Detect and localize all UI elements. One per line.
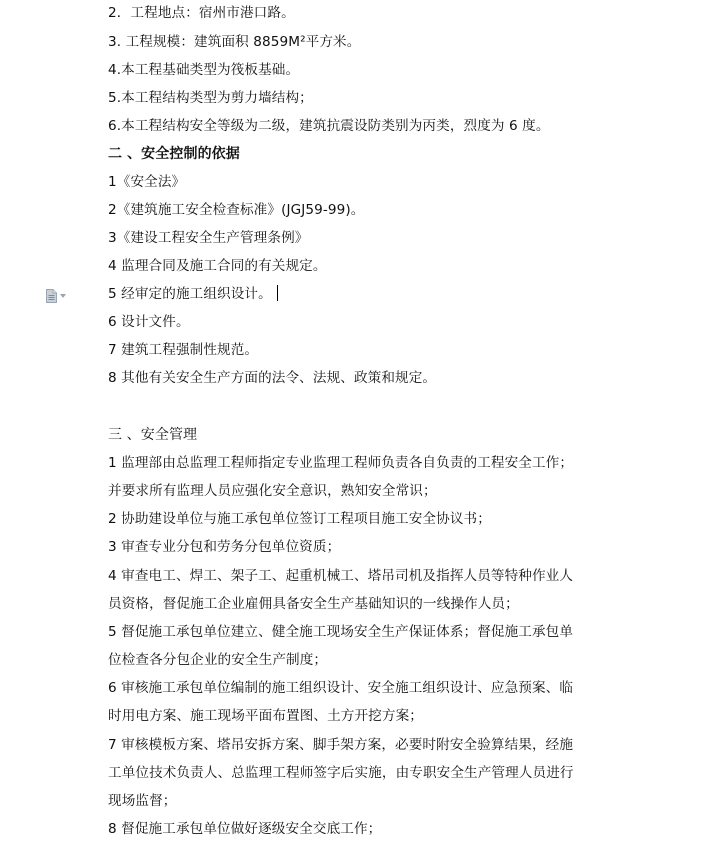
management-item: 5 督促施工承包单位建立、健全施工现场安全生产保证体系；督促施工承包单: [108, 624, 574, 640]
management-item: 6 审核施工承包单位编制的施工组织设计、安全施工组织设计、应急预案、临: [108, 680, 574, 696]
basis-item: 8 其他有关安全生产方面的法令、法规、政策和规定。: [108, 370, 437, 386]
basis-item: 6 设计文件。: [108, 314, 190, 330]
basis-item-with-caret[interactable]: [108, 284, 278, 304]
text-cursor: [277, 285, 279, 301]
management-item: 8 督促施工承包单位做好逐级安全交底工作；: [108, 821, 382, 837]
management-item: 位检查各分包企业的安全生产制度；: [108, 652, 328, 668]
management-item: 4 审查电工、焊工、架子工、起重机械工、塔吊司机及指挥人员等特种作业人: [108, 568, 574, 584]
management-item: 1 监理部由总监理工程师指定专业监理工程师负责各自负责的工程安全工作；: [108, 455, 574, 471]
management-item: 时用电方案、施工现场平面布置图、土方开挖方案；: [108, 708, 423, 724]
project-location: 2．工程地点：宿州市港口路。: [108, 5, 295, 21]
document-icon[interactable]: [46, 289, 57, 303]
basis-item: 7 建筑工程强制性规范。: [108, 342, 259, 358]
management-item: 现场监督；: [108, 793, 177, 809]
chevron-down-icon[interactable]: [60, 294, 66, 298]
structure-type: 5.本工程结构类型为剪力墙结构；: [108, 90, 313, 106]
section-heading-basis: 二 、安全控制的依据: [108, 146, 240, 162]
management-item: 7 审核模板方案、塔吊安拆方案、脚手架方案，必要时附安全验算结果，经施: [108, 737, 574, 753]
management-item: 工单位技术负责人、总监理工程师签字后实施，由专职安全生产管理人员进行: [108, 765, 574, 781]
basis-item-text: 5 经审定的施工组织设计。: [108, 286, 272, 302]
management-item: 员资格，督促施工企业雇佣具备安全生产基础知识的一线操作人员；: [108, 596, 519, 612]
basis-item: 2《建筑施工安全检查标准》(JGJ59-99)。: [108, 202, 365, 218]
paragraph-menu[interactable]: [46, 289, 66, 303]
project-scale: 3. 工程规模：建筑面积 8859M²平方米。: [108, 34, 361, 50]
safety-grade: 6.本工程结构安全等级为二级，建筑抗震设防类别为丙类，烈度为 6 度。: [108, 118, 550, 134]
management-item: 2 协助建设单位与施工承包单位签订工程项目施工安全协议书；: [108, 511, 491, 527]
section-heading-management: 三 、安全管理: [108, 427, 198, 443]
basis-item: 1《安全法》: [108, 174, 186, 190]
management-item: 3 审查专业分包和劳务分包单位资质；: [108, 539, 341, 555]
foundation-type: 4.本工程基础类型为筏板基础。: [108, 62, 300, 78]
management-item: 并要求所有监理人员应强化安全意识，熟知安全常识；: [108, 483, 437, 499]
basis-item: 3《建设工程安全生产管理条例》: [108, 230, 309, 246]
basis-item: 4 监理合同及施工合同的有关规定。: [108, 258, 327, 274]
